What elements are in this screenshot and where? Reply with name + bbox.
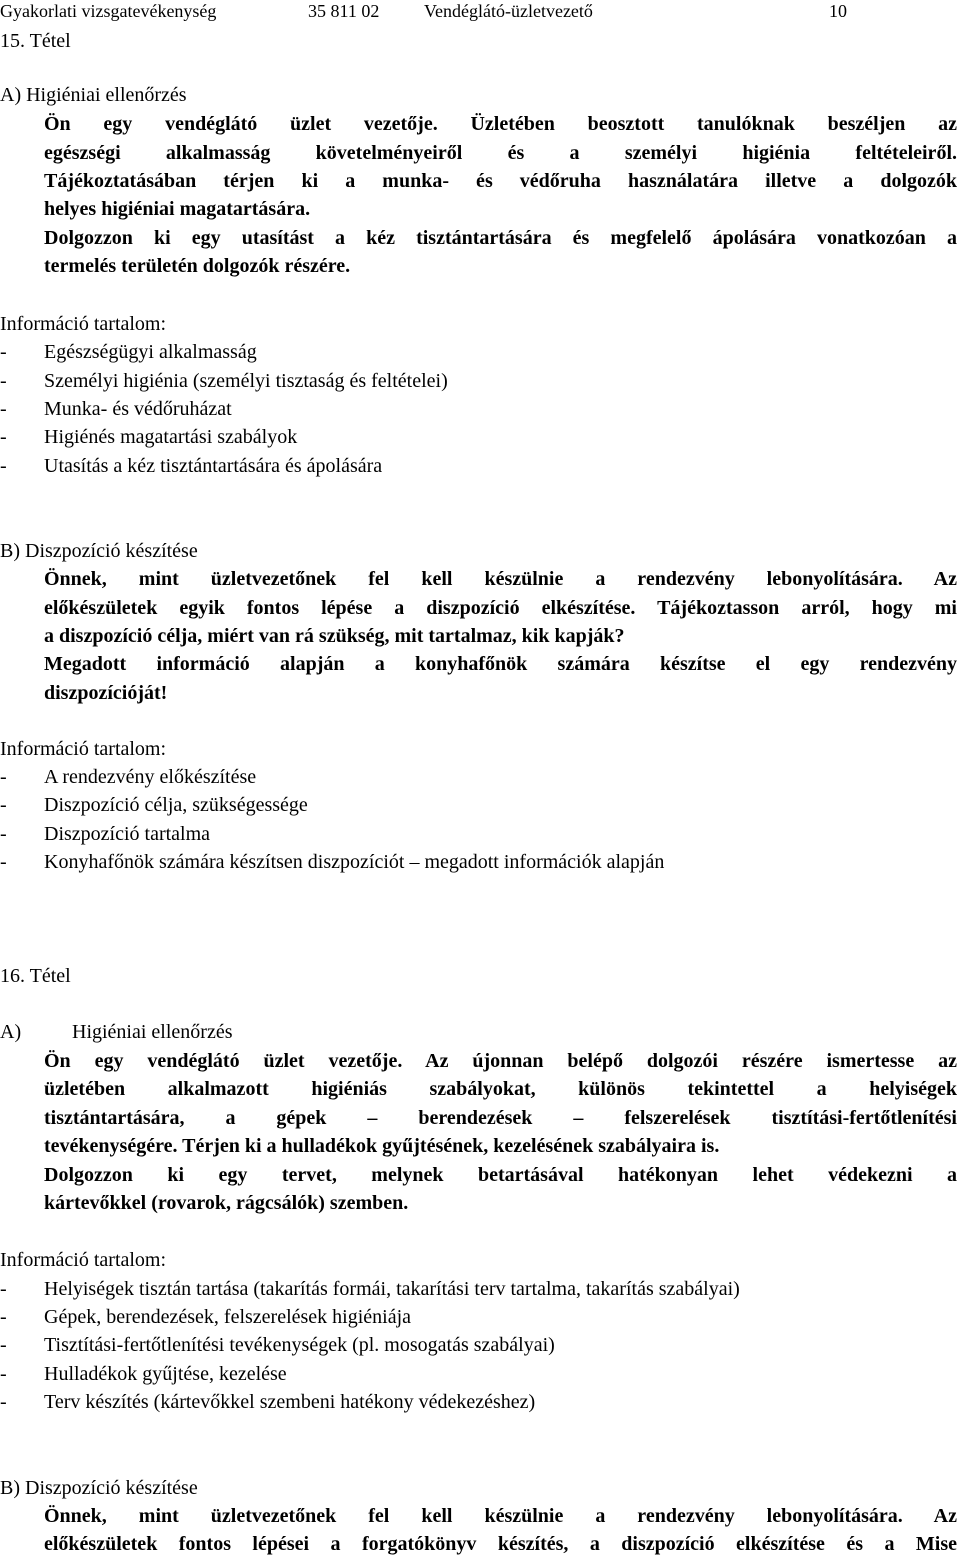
t16-a-line-1: Ön egy vendéglátó üzlet vezetője. Az újonnan belépő dolgozói részére ismertesse az [44, 1050, 957, 1072]
tetel-15-title: 15. Tétel [0, 30, 71, 52]
t15-a-line-1: Ön egy vendéglátó üzlet vezetője. Üzletében beosztott tanulóknak beszéljen az [44, 113, 957, 135]
t15-b-line-5: diszpozícióját! [44, 682, 168, 704]
tetel-16-title: 16. Tétel [0, 965, 71, 987]
t16-a-line-6: kártevőkkel (rovarok, rágcsálók) szemben. [44, 1192, 409, 1214]
t15-a-info-label: Információ tartalom: [0, 313, 167, 335]
t15-a-line-2: egészségi alkalmasság követelményeiről és a személyi higiénia feltételeiről. [44, 142, 957, 164]
t15-section-a-heading: A) Higiéniai ellenőrzés [0, 84, 187, 106]
t15-b-line-1: Önnek, mint üzletvezetőnek fel kell készülnie a rendezvény lebonyolítására. Az [44, 568, 957, 590]
t16-a-line-5: Dolgozzon ki egy tervet, melynek betartásával hatékonyan lehet védekezni a [44, 1164, 957, 1186]
t16-a-info-label: Információ tartalom: [0, 1249, 167, 1271]
t16-a-line-4: tevékenységére. Térjen ki a hulladékok gyűjtésének, kezelésének szabályaira is. [44, 1135, 720, 1157]
t15-a-line-3: Tájékoztatásában térjen ki a munka- és védőruha használatára illetve a dolgozók [44, 170, 957, 192]
t16-section-a-heading: Higiéniai ellenőrzés [72, 1021, 233, 1043]
t15-b-line-4: Megadott információ alapján a konyhafőnök számára készítse el egy rendezvény [44, 653, 957, 675]
t15-b-line-2: előkészületek egyik fontos lépése a diszpozíció elkészítése. Tájékoztasson arról, hogy mi [44, 597, 957, 619]
header-page-number: 10 [829, 1, 847, 21]
t16-section-a-letter: A) [0, 1021, 22, 1043]
document-page: Gyakorlati vizsgatevékenység 35 811 02 Vendéglátó-üzletvezető 10 15. Tétel A) Higiéniai ellenőrzés Ön egy vendéglátó üzlet vezetője. Üzletében beosztott tanulóknak beszéljen az egészségi alkalmasság követelményeiről és a személyi higiénia feltételeiről. Tájékoztatásában térjen ki a munka- és védőruha használatára illetve a dolgozók helyes higiéniai magatartására. Dolgozzon ki egy utasítást a kéz tisztántartására és megfelelő ápolására vonatkozóan a termelés területén dolgozók részére. Információ tartalom: - Egészségügyi alkalmasság - Személyi higiénia (személyi tisztaság és feltételei) - Munka- és védőruházat - Higiénés magatartási szabályok - Utasítás a kéz tisztántartására és ápolására B) Diszpozíció készítése Önnek, mint üzletvezetőnek fel kell készülnie a rendezvény lebonyolítására. Az előkészületek egyik fontos lépése a diszpozíció elkészítése. Tájékoztasson arról, hogy mi a diszpozíció célja, miért van rá szükség, mit tartalmaz, kik kapják? Megadott információ alapján a konyhafőnök számára készítse el egy rendezvény diszpozícióját! Információ tartalom: - A rendezvény előkészítése - Diszpozíció célja, szükségessége - Diszpozíció tartalma - Konyhafőnök számára készítsen diszpozíciót – megadott információk alapján 16. Tétel A) Higiéniai ellenőrzés Ön egy vendéglátó üzlet vezetője. Az újonnan belépő dolgozói részére ismertesse az üzletében alkalmazott higiéniás szabályokat, különös tekintettel a helyiségek tisztántartására, a gépek – berendezések – felszerelések tisztítási-fertőtlenítési tevékenységére. Térjen ki a hulladékok gyűjtésének, kezelésének szabályaira is. Dolgozzon ki egy tervet, melynek betartásával hatékonyan lehet védekezni a kártevőkkel (rovarok, rágcsálók) szemben. Információ tartalom: - Helyiségek tisztán tartása (takarítás formái, takarítási terv tartalma, takarítás szabályai) - Gépek, berendezések, felszerelések higiéniája - Tisztítási-fertőtlenítési tevékenységek (pl. mosogatás szabályai) - Hulladékok gyűjtése, kezelése - Terv készítés (kártevőkkel szembeni hatékony védekezéshez) B) Diszpozíció készítése Önnek, mint üzletvezetőnek fel kell készülnie a rendezvény lebonyolítására. Az előkészületek fontos lépései a forgatókönyv készítés, a diszpozíció elkészítése és a Mise [0, 0, 960, 1558]
t15-b-info-label: Információ tartalom: [0, 738, 167, 760]
t16-section-b-heading: B) Diszpozíció készítése [0, 1477, 198, 1499]
t15-section-b-heading: B) Diszpozíció készítése [0, 540, 198, 562]
t16-a-line-2: üzletében alkalmazott higiéniás szabályokat, különös tekintettel a helyiségek [44, 1078, 957, 1100]
page-header [0, 0, 960, 22]
header-profession: Vendéglátó-üzletvezető [424, 1, 593, 21]
header-code: 35 811 02 [308, 1, 380, 21]
t15-a-line-6: termelés területén dolgozók részére. [44, 255, 351, 277]
t15-a-line-5: Dolgozzon ki egy utasítást a kéz tisztántartására és megfelelő ápolására vonatkozóan a [44, 227, 957, 249]
t16-a-line-3: tisztántartására, a gépek – berendezések – felszerelések tisztítási-fertőtlenítési [44, 1107, 957, 1129]
t16-b-line-1: Önnek, mint üzletvezetőnek fel kell készülnie a rendezvény lebonyolítására. Az [44, 1505, 957, 1527]
t15-a-line-4: helyes higiéniai magatartására. [44, 198, 311, 220]
t16-b-line-2: előkészületek fontos lépései a forgatókönyv készítés, a diszpozíció elkészítése és a Mise [44, 1533, 957, 1555]
t15-b-line-3: a diszpozíció célja, miért van rá szükség, mit tartalmaz, kik kapják? [44, 625, 625, 647]
header-exam-title: Gyakorlati vizsgatevékenység [0, 1, 217, 21]
